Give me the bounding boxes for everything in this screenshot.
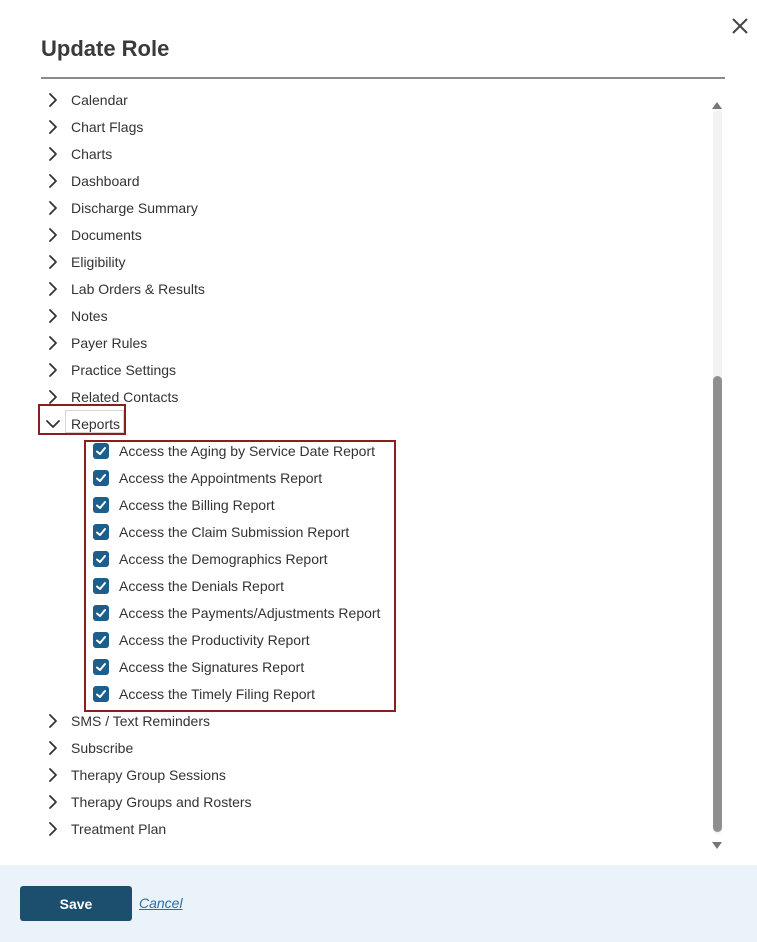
title-divider — [41, 77, 725, 79]
close-button[interactable] — [728, 14, 752, 38]
checkbox-checked-icon[interactable] — [93, 632, 109, 648]
scrollbar-thumb[interactable] — [713, 376, 722, 832]
tree-category-documents[interactable] — [44, 221, 142, 248]
permission-label: Access the Denials Report — [119, 577, 284, 594]
chevron-right-icon[interactable] — [44, 388, 62, 406]
tree-category-label: Treatment Plan — [71, 820, 167, 837]
tree-category-subscribe[interactable] — [44, 734, 133, 761]
tree-category-payer-rules[interactable] — [44, 329, 147, 356]
scroll-down-arrow-icon — [711, 841, 723, 851]
chevron-right-icon[interactable] — [44, 280, 62, 298]
permission-row[interactable] — [93, 491, 275, 518]
tree-category-label: Dashboard — [71, 172, 140, 189]
chevron-right-icon[interactable] — [44, 226, 62, 244]
close-icon — [728, 14, 752, 38]
tree-category-charts[interactable] — [44, 140, 112, 167]
permission-row[interactable] — [93, 572, 284, 599]
tree-category-reports[interactable] — [44, 410, 120, 437]
tree-category-lab-orders-results[interactable] — [44, 275, 205, 302]
chevron-right-icon[interactable] — [44, 307, 62, 325]
tree-category-eligibility[interactable] — [44, 248, 125, 275]
permission-label: Access the Demographics Report — [119, 550, 328, 567]
chevron-down-icon[interactable] — [44, 415, 62, 433]
dialog-title: Update Role — [41, 36, 170, 61]
permission-row[interactable] — [93, 599, 380, 626]
tree-category-label: Subscribe — [71, 739, 134, 756]
save-button[interactable]: Save — [20, 886, 132, 921]
tree-category-label: Reports — [71, 415, 121, 432]
permission-label: Access the Claim Submission Report — [119, 523, 350, 540]
permission-label: Access the Appointments Report — [119, 469, 323, 486]
checkbox-checked-icon[interactable] — [93, 524, 109, 540]
chevron-right-icon[interactable] — [44, 118, 62, 136]
checkbox-checked-icon[interactable] — [93, 578, 109, 594]
permission-label: Access the Aging by Service Date Report — [119, 442, 376, 459]
scroll-up-arrow-icon — [711, 100, 723, 110]
tree-category-label: Payer Rules — [71, 334, 148, 351]
tree-category-label: Related Contacts — [71, 388, 179, 405]
checkbox-checked-icon[interactable] — [93, 605, 109, 621]
tree-category-treatment-plan[interactable] — [44, 815, 166, 842]
tree-category-label: Charts — [71, 145, 113, 162]
tree-category-notes[interactable] — [44, 302, 108, 329]
chevron-right-icon[interactable] — [44, 739, 62, 757]
tree-category-label: Therapy Groups and Rosters — [71, 793, 252, 810]
tree-category-chart-flags[interactable] — [44, 113, 143, 140]
permission-label: Access the Signatures Report — [119, 658, 305, 675]
tree-category-practice-settings[interactable] — [44, 356, 176, 383]
scroll-down-button[interactable] — [711, 838, 723, 848]
tree-category-label: Practice Settings — [71, 361, 177, 378]
cancel-link[interactable]: Cancel — [139, 895, 183, 911]
permission-label: Access the Billing Report — [119, 496, 275, 513]
checkbox-checked-icon[interactable] — [93, 551, 109, 567]
tree-category-related-contacts[interactable] — [44, 383, 178, 410]
tree-category-calendar[interactable] — [44, 86, 128, 113]
tree-category-label: Discharge Summary — [71, 199, 198, 216]
tree-category-discharge-summary[interactable] — [44, 194, 198, 221]
checkbox-checked-icon[interactable] — [93, 470, 109, 486]
checkbox-checked-icon[interactable] — [93, 443, 109, 459]
chevron-right-icon[interactable] — [44, 145, 62, 163]
tree-category-label: SMS / Text Reminders — [71, 712, 211, 729]
permission-row[interactable] — [93, 518, 349, 545]
scroll-up-button[interactable] — [711, 97, 723, 107]
chevron-right-icon[interactable] — [44, 712, 62, 730]
permission-row[interactable] — [93, 464, 322, 491]
tree-category-sms-text-reminders[interactable] — [44, 707, 210, 734]
tree-category-label: Eligibility — [71, 253, 126, 270]
permission-row[interactable] — [93, 680, 315, 707]
permission-row[interactable] — [93, 653, 304, 680]
chevron-right-icon[interactable] — [44, 199, 62, 217]
permission-label: Access the Productivity Report — [119, 631, 310, 648]
permission-row[interactable] — [93, 545, 328, 572]
tree-category-label: Documents — [71, 226, 142, 243]
tree-category-label: Therapy Group Sessions — [71, 766, 226, 783]
tree-category-label: Lab Orders & Results — [71, 280, 205, 297]
chevron-right-icon[interactable] — [44, 361, 62, 379]
tree-category-label: Notes — [71, 307, 108, 324]
permission-label: Access the Timely Filing Report — [119, 685, 316, 702]
chevron-right-icon[interactable] — [44, 766, 62, 784]
chevron-right-icon[interactable] — [44, 793, 62, 811]
chevron-right-icon[interactable] — [44, 172, 62, 190]
tree-category-therapy-groups-and-rosters[interactable] — [44, 788, 252, 815]
permission-label: Access the Payments/Adjustments Report — [119, 604, 381, 621]
permission-row[interactable] — [93, 626, 310, 653]
tree-category-therapy-group-sessions[interactable] — [44, 761, 226, 788]
checkbox-checked-icon[interactable] — [93, 686, 109, 702]
permission-row[interactable] — [93, 437, 375, 464]
tree-category-label: Calendar — [71, 91, 128, 108]
chevron-right-icon[interactable] — [44, 820, 62, 838]
checkbox-checked-icon[interactable] — [93, 659, 109, 675]
chevron-right-icon[interactable] — [44, 253, 62, 271]
tree-category-label: Chart Flags — [71, 118, 144, 135]
chevron-right-icon[interactable] — [44, 334, 62, 352]
tree-category-dashboard[interactable] — [44, 167, 140, 194]
chevron-right-icon[interactable] — [44, 91, 62, 109]
checkbox-checked-icon[interactable] — [93, 497, 109, 513]
